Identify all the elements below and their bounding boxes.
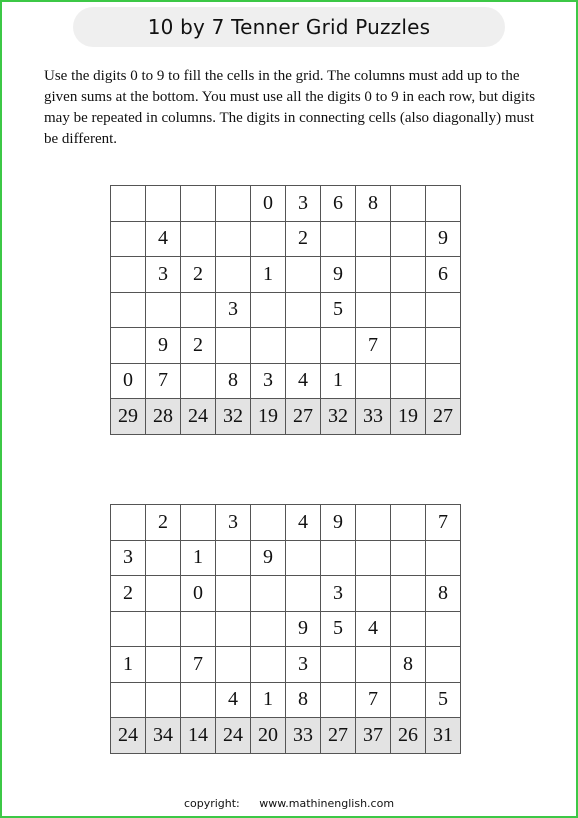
- grid-cell[interactable]: [391, 328, 426, 364]
- grid-cell[interactable]: 8: [216, 363, 251, 399]
- grid-cell[interactable]: [356, 647, 391, 683]
- grid-cell[interactable]: [216, 647, 251, 683]
- grid-cell[interactable]: [181, 611, 216, 647]
- grid-cell[interactable]: 7: [356, 328, 391, 364]
- grid-row: [111, 257, 461, 293]
- copyright-label: copyright:: [183, 797, 240, 810]
- grid-cell[interactable]: 9: [251, 540, 286, 576]
- grid-cell[interactable]: 5: [426, 682, 461, 718]
- grid-cell[interactable]: [356, 576, 391, 612]
- grid-cell[interactable]: 2: [286, 221, 321, 257]
- column-sum-cell: 19: [251, 399, 286, 435]
- grid-cell[interactable]: [146, 611, 181, 647]
- column-sum-cell: 27: [286, 399, 321, 435]
- grid-cell[interactable]: [356, 363, 391, 399]
- grid-cell[interactable]: [356, 257, 391, 293]
- grid-cell[interactable]: 0: [111, 363, 146, 399]
- grid-cell[interactable]: 1: [251, 682, 286, 718]
- grid-cell[interactable]: [146, 292, 181, 328]
- grid-cell[interactable]: [146, 186, 181, 222]
- column-sums-row: [111, 399, 461, 435]
- grid-cell[interactable]: [321, 540, 356, 576]
- grid-cell[interactable]: [216, 540, 251, 576]
- grid-cell[interactable]: 2: [146, 505, 181, 541]
- grid-cell[interactable]: 3: [286, 186, 321, 222]
- grid-cell[interactable]: 5: [321, 611, 356, 647]
- grid-cell[interactable]: [286, 257, 321, 293]
- grid-cell[interactable]: 2: [181, 328, 216, 364]
- column-sum-cell: 33: [356, 399, 391, 435]
- grid-cell[interactable]: [251, 647, 286, 683]
- grid-cell[interactable]: 8: [356, 186, 391, 222]
- grid-cell[interactable]: 1: [321, 363, 356, 399]
- grid-cell[interactable]: [286, 576, 321, 612]
- grid-cell[interactable]: 3: [286, 647, 321, 683]
- grid-cell[interactable]: 7: [146, 363, 181, 399]
- column-sum-cell: 27: [321, 718, 356, 754]
- grid-cell[interactable]: 7: [181, 647, 216, 683]
- grid-cell[interactable]: [391, 363, 426, 399]
- grid-row: [111, 611, 461, 647]
- grid-cell[interactable]: 3: [216, 292, 251, 328]
- grid-cell[interactable]: [251, 505, 286, 541]
- grid-cell[interactable]: [286, 328, 321, 364]
- grid-cell[interactable]: [391, 540, 426, 576]
- grid-row: [111, 682, 461, 718]
- grid-row: [111, 292, 461, 328]
- grid-cell[interactable]: [391, 611, 426, 647]
- column-sum-cell: 20: [251, 718, 286, 754]
- grid-cell[interactable]: 3: [251, 363, 286, 399]
- grid-cell[interactable]: [321, 647, 356, 683]
- grid-cell[interactable]: [391, 186, 426, 222]
- column-sum-cell: 26: [391, 718, 426, 754]
- grid-cell[interactable]: 2: [181, 257, 216, 293]
- grid-cell[interactable]: [426, 647, 461, 683]
- grid-cell[interactable]: [216, 221, 251, 257]
- grid-cell[interactable]: 4: [356, 611, 391, 647]
- website-link[interactable]: www.mathinenglish.com: [259, 797, 395, 810]
- grid-cell[interactable]: 0: [251, 186, 286, 222]
- grid-row: [111, 363, 461, 399]
- grid-cell[interactable]: [251, 576, 286, 612]
- grid-cell[interactable]: [426, 540, 461, 576]
- grid-cell[interactable]: [216, 186, 251, 222]
- grid-cell[interactable]: 8: [391, 647, 426, 683]
- column-sum-cell: 24: [111, 718, 146, 754]
- column-sum-cell: 24: [181, 399, 216, 435]
- grid-row: [111, 328, 461, 364]
- grid-cell[interactable]: [426, 292, 461, 328]
- grid-cell[interactable]: [111, 186, 146, 222]
- grid-cell[interactable]: [111, 611, 146, 647]
- grid-cell[interactable]: 5: [321, 292, 356, 328]
- grid-cell[interactable]: [146, 682, 181, 718]
- grid-cell[interactable]: [111, 682, 146, 718]
- grid-cell[interactable]: 9: [321, 505, 356, 541]
- page-title: 10 by 7 Tenner Grid Puzzles: [147, 15, 431, 39]
- grid-cell[interactable]: [181, 292, 216, 328]
- title-banner: [73, 7, 505, 47]
- grid-cell[interactable]: [251, 292, 286, 328]
- grid-cell[interactable]: 3: [146, 257, 181, 293]
- grid-cell[interactable]: [426, 328, 461, 364]
- column-sum-cell: 32: [216, 399, 251, 435]
- instructions-text: Use the digits 0 to 9 to fill the cells in the grid. The columns must add up to the given sums at the bottom. You must use all the digits 0 to 9 in each row, but digits may be repeated in columns. The digits in connecting cells (also diagonally) must be different.: [44, 68, 536, 147]
- grid-cell[interactable]: [216, 328, 251, 364]
- column-sums-row: [111, 718, 461, 754]
- grid-cell[interactable]: 2: [111, 576, 146, 612]
- grid-cell[interactable]: 8: [426, 576, 461, 612]
- grid-cell[interactable]: 4: [146, 221, 181, 257]
- grid-cell[interactable]: [391, 257, 426, 293]
- grid-cell[interactable]: [356, 292, 391, 328]
- grid-cell[interactable]: 1: [251, 257, 286, 293]
- grid-cell[interactable]: [111, 328, 146, 364]
- column-sum-cell: 29: [111, 399, 146, 435]
- grid-cell[interactable]: [216, 257, 251, 293]
- column-sum-cell: 19: [391, 399, 426, 435]
- grid-row: [111, 647, 461, 683]
- grid-cell[interactable]: 1: [111, 647, 146, 683]
- grid-cell[interactable]: [426, 186, 461, 222]
- grid-cell[interactable]: 7: [426, 505, 461, 541]
- grid-cell[interactable]: [181, 682, 216, 718]
- grid-cell[interactable]: [181, 505, 216, 541]
- column-sum-cell: 32: [321, 399, 356, 435]
- grid-cell[interactable]: [286, 292, 321, 328]
- grid-cell[interactable]: [356, 221, 391, 257]
- grid-cell[interactable]: [111, 221, 146, 257]
- grid-cell[interactable]: [251, 328, 286, 364]
- grid-cell[interactable]: 9: [286, 611, 321, 647]
- grid-cell[interactable]: 9: [321, 257, 356, 293]
- column-sum-cell: 14: [181, 718, 216, 754]
- grid-cell[interactable]: [321, 221, 356, 257]
- tenner-grid-puzzle-1: [110, 185, 461, 435]
- grid-cell[interactable]: [391, 682, 426, 718]
- footer: [0, 797, 578, 810]
- grid-cell[interactable]: [426, 363, 461, 399]
- grid-row: [111, 576, 461, 612]
- column-sum-cell: 28: [146, 399, 181, 435]
- grid-row: [111, 221, 461, 257]
- column-sum-cell: 33: [286, 718, 321, 754]
- grid-cell[interactable]: [181, 186, 216, 222]
- grid-cell[interactable]: [391, 505, 426, 541]
- grid-cell[interactable]: 0: [181, 576, 216, 612]
- grid-cell[interactable]: [111, 505, 146, 541]
- grid-row: [111, 540, 461, 576]
- grid-cell[interactable]: [286, 540, 321, 576]
- grid-cell[interactable]: 7: [356, 682, 391, 718]
- grid-cell[interactable]: 6: [321, 186, 356, 222]
- grid-cell[interactable]: 9: [146, 328, 181, 364]
- column-sum-cell: 37: [356, 718, 391, 754]
- grid-cell[interactable]: [216, 576, 251, 612]
- tenner-grid-puzzle-2: [110, 504, 461, 754]
- grid-cell[interactable]: 9: [426, 221, 461, 257]
- grid-cell[interactable]: [391, 221, 426, 257]
- grid-cell[interactable]: [111, 257, 146, 293]
- grid-cell[interactable]: [391, 576, 426, 612]
- grid-cell[interactable]: [391, 292, 426, 328]
- grid-cell[interactable]: [181, 363, 216, 399]
- grid-cell[interactable]: [356, 505, 391, 541]
- grid-row: [111, 186, 461, 222]
- grid-cell[interactable]: 4: [286, 363, 321, 399]
- grid-cell[interactable]: 4: [216, 682, 251, 718]
- grid-cell[interactable]: 6: [426, 257, 461, 293]
- grid-cell[interactable]: 3: [111, 540, 146, 576]
- column-sum-cell: 24: [216, 718, 251, 754]
- column-sum-cell: 27: [426, 399, 461, 435]
- grid-cell[interactable]: [251, 611, 286, 647]
- grid-cell[interactable]: 8: [286, 682, 321, 718]
- grid-cell[interactable]: 3: [321, 576, 356, 612]
- grid-cell[interactable]: [426, 611, 461, 647]
- grid-cell[interactable]: 4: [286, 505, 321, 541]
- grid-cell[interactable]: [146, 647, 181, 683]
- grid-cell[interactable]: 1: [181, 540, 216, 576]
- grid-cell[interactable]: [216, 611, 251, 647]
- grid-cell[interactable]: [321, 682, 356, 718]
- grid-cell[interactable]: 3: [216, 505, 251, 541]
- grid-cell[interactable]: [146, 540, 181, 576]
- column-sum-cell: 31: [426, 718, 461, 754]
- column-sum-cell: 34: [146, 718, 181, 754]
- grid-cell[interactable]: [146, 576, 181, 612]
- grid-cell[interactable]: [356, 540, 391, 576]
- grid-cell[interactable]: [251, 221, 286, 257]
- grid-row: [111, 505, 461, 541]
- grid-cell[interactable]: [321, 328, 356, 364]
- grid-cell[interactable]: [111, 292, 146, 328]
- grid-cell[interactable]: [181, 221, 216, 257]
